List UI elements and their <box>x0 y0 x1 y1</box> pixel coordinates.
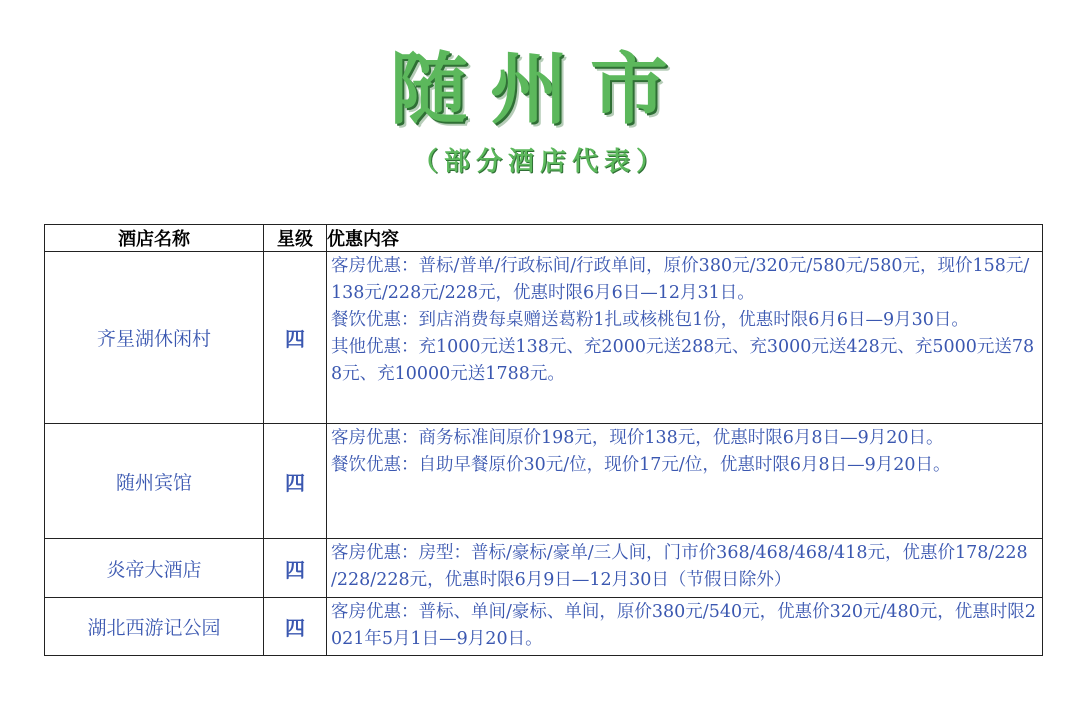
star-level: 四 <box>264 424 327 539</box>
header-star-level: 星级 <box>264 225 327 252</box>
offer-line: 餐饮优惠：到店消费每桌赠送葛粉1扎或核桃包1份，优惠时限6月6日—9月30日。 <box>331 310 969 330</box>
offer-line: 客房优惠：房型：普标/豪标/豪单/三人间，门市价368/468/468/418元，优惠价178/228 /228/228元，优惠时限6月9日—12月30日（节假日除外） <box>331 543 1028 590</box>
offer-line: 餐饮优惠：自助早餐原价30元/位，现价17元/位，优惠时限6月8日—9月20日。 <box>331 455 951 475</box>
offer-line: 客房优惠：普标/普单/行政标间/行政单间，原价380元/320元/580元/580元，现价158元/138元/228元/228元，优惠时限6月6日—12月31日。 <box>331 256 1030 303</box>
header-offer-content: 优惠内容 <box>327 225 1043 252</box>
table-row <box>45 252 1043 424</box>
hotel-name: 炎帝大酒店 <box>45 539 264 598</box>
table-header-row <box>45 225 1043 252</box>
offer-line: 客房优惠：商务标准间原价198元，现价138元，优惠时限6月8日—9月20日。 <box>331 428 944 448</box>
hotel-name: 齐星湖休闲村 <box>45 252 264 424</box>
offer-content <box>327 252 1043 424</box>
table-row <box>45 424 1043 539</box>
page-title: 随州市 <box>389 45 690 135</box>
table-row <box>45 598 1043 656</box>
hotel-name: 湖北西游记公园 <box>45 598 264 656</box>
offer-content <box>327 598 1043 656</box>
hotel-deals-table <box>44 224 1043 656</box>
offer-content <box>327 539 1043 598</box>
star-level: 四 <box>264 539 327 598</box>
page-subtitle: （部分酒店代表） <box>411 147 668 177</box>
star-level: 四 <box>264 252 327 424</box>
header-hotel-name: 酒店名称 <box>45 225 264 252</box>
offer-line: 客房优惠：普标、单间/豪标、单间，原价380元/540元，优惠价320元/480元，优惠时限2021年5月1日—9月20日。 <box>331 602 1036 649</box>
table-row <box>45 539 1043 598</box>
hotel-name: 随州宾馆 <box>45 424 264 539</box>
offer-content <box>327 424 1043 539</box>
offer-line: 其他优惠：充1000元送138元、充2000元送288元、充3000元送428元、充5000元送788元、充10000元送1788元。 <box>331 337 1035 384</box>
star-level: 四 <box>264 598 327 656</box>
